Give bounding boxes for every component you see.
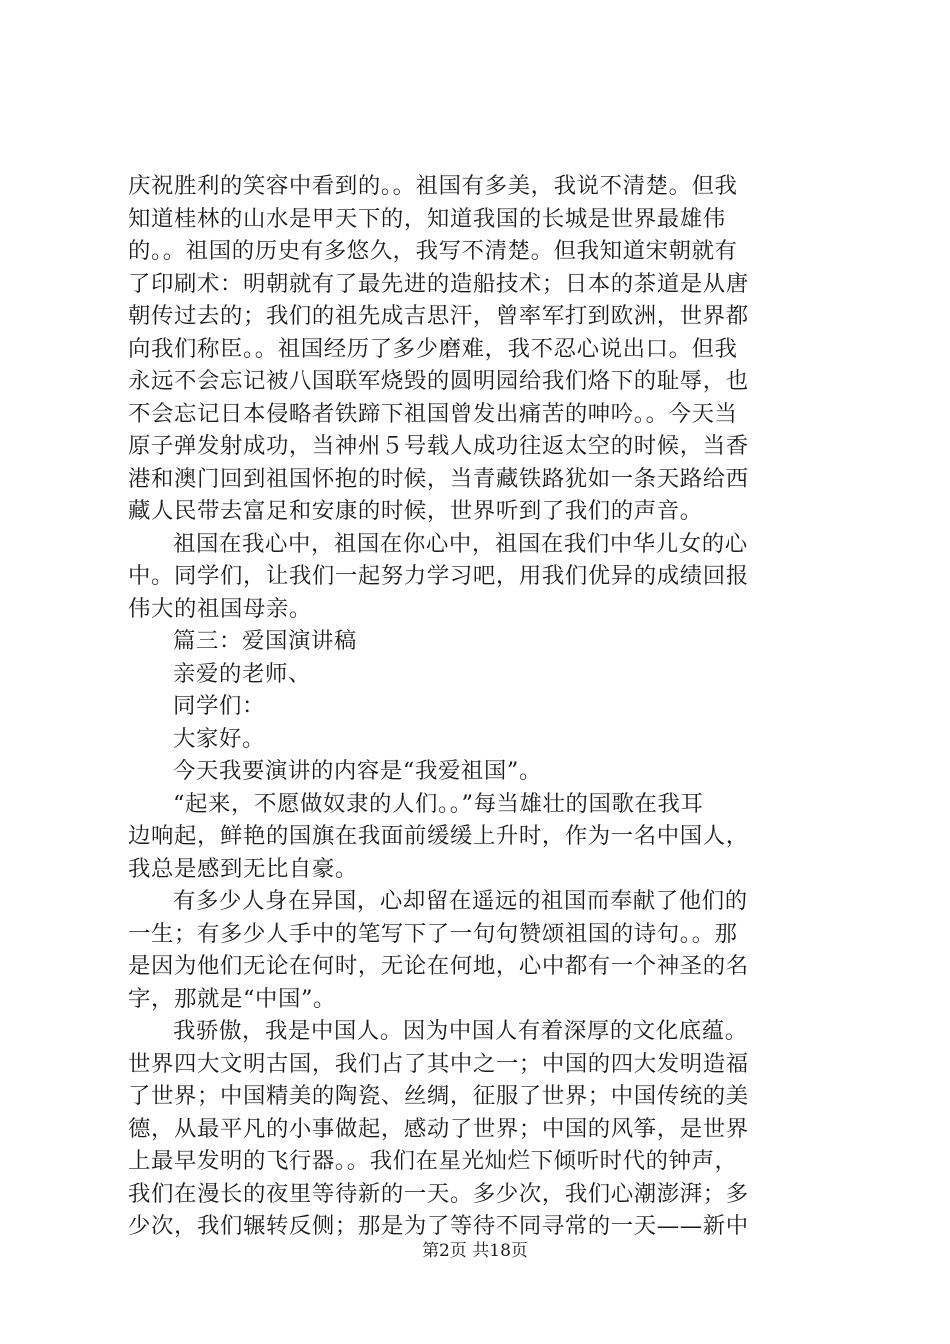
text-line: 祖国在我心中，祖国在你心中，祖国在我们中华儿女的心: [173, 530, 748, 557]
text-line: 朝传过去的；我们的祖先成吉思汗，曾率军打到欧洲，世界都: [128, 303, 749, 329]
text-line: 篇三：爱国演讲稿: [173, 628, 357, 654]
text-line: 世界四大文明古国，我们占了其中之一；中国的四大发明造福: [128, 1050, 749, 1077]
text-line: 亲爱的老师、: [173, 660, 311, 687]
text-line: 向我们称臣。。祖国经历了多少磨难，我不忍心说出口。但我: [128, 335, 738, 362]
text-line: 一生；有多少人手中的笔写下了一句句赞颂祖国的诗句。。那: [128, 920, 738, 947]
text-line: 原子弹发射成功，当神州５号载人成功往返太空的时候，当香: [128, 433, 749, 459]
text-line: 了世界；中国精美的陶瓷、丝绸，征服了世界；中国传统的美: [128, 1083, 749, 1109]
text-line: 是因为他们无论在何时，无论在何地，心中都有一个神圣的名: [128, 953, 749, 979]
text-line: 德，从最平凡的小事做起，感动了世界；中国的风筝，是世界: [128, 1115, 749, 1142]
text-line: 港和澳门回到祖国怀抱的时候，当青藏铁路犹如一条天路给西: [128, 465, 749, 492]
document-body: [128, 170, 834, 1243]
text-line: “起来，不愿做奴隶的人们。。”每当雄壮的国歌在我耳: [173, 790, 704, 817]
text-line: 中。同学们，让我们一起努力学习吧，用我们优异的成绩回报: [128, 563, 749, 589]
text-line: 庆祝胜利的笑容中看到的。。祖国有多美，我说不清楚。但我: [128, 173, 738, 199]
text-line: 的。。祖国的历史有多悠久，我写不清楚。但我知道宋朝就有: [128, 238, 738, 264]
text-line: 知道桂林的山水是甲天下的，知道我国的长城是世界最雄伟: [128, 205, 726, 232]
text-line: 大家好。: [173, 725, 265, 752]
page-footer: 第2页 共18页: [422, 1241, 528, 1261]
text-line: 今天我要演讲的内容是“我爱祖国”。: [173, 758, 542, 784]
text-line: 我们在漫长的夜里等待新的一天。多少次，我们心潮澎湃；多: [128, 1180, 749, 1207]
text-line: 字，那就是“中国”。: [128, 985, 337, 1012]
text-line: 藏人民带去富足和安康的时候，世界听到了我们的声音。: [128, 498, 703, 524]
text-line: 了印刷术：明朝就有了最先进的造船技术；日本的茶道是从唐: [128, 270, 749, 297]
text-line: 少次，我们辗转反侧；那是为了等待不同寻常的一天——新中: [128, 1213, 749, 1239]
text-line: 不会忘记日本侵略者铁蹄下祖国曾发出痛苦的呻吟。。今天当: [128, 400, 738, 427]
text-line: 上最早发明的飞行器。。我们在星光灿烂下倾听时代的钟声，: [128, 1148, 738, 1174]
text-line: 伟大的祖国母亲。: [128, 595, 312, 622]
text-line: 同学们：: [173, 693, 265, 719]
text-line: 我总是感到无比自豪。: [128, 855, 358, 882]
text-line: 有多少人身在异国，心却留在遥远的祖国而奉献了他们的: [173, 888, 748, 914]
text-line: 我骄傲，我是中国人。因为中国人有着深厚的文化底蕴。: [173, 1018, 748, 1044]
text-line: 永远不会忘记被八国联军烧毁的圆明园给我们烙下的耻辱，也: [128, 368, 749, 394]
text-line: 边响起，鲜艳的国旗在我面前缓缓上升时，作为一名中国人，: [128, 823, 749, 849]
